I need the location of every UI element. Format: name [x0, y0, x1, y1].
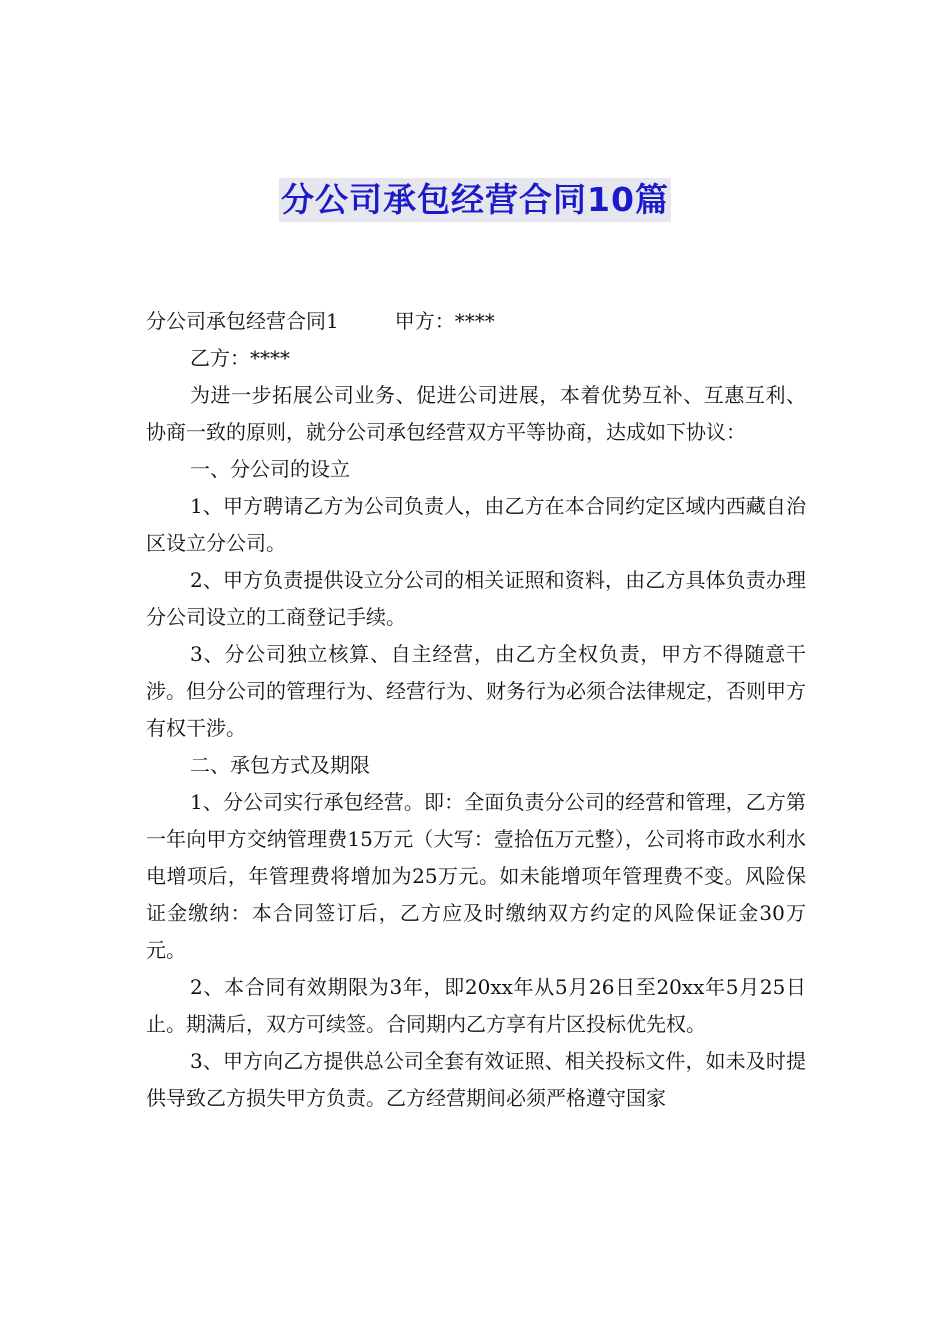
- document-body: [146, 303, 806, 1117]
- clause-paragraph: 3、分公司独立核算、自主经营，由乙方全权负责，甲方不得随意干涉。但分公司的管理行为、经营行为、财务行为必须合法律规定，否则甲方有权干涉。: [146, 642, 806, 740]
- contract-heading: 分公司承包经营合同1: [146, 309, 339, 333]
- clause-paragraph: 3、甲方向乙方提供总公司全套有效证照、相关投标文件，如未及时提供导致乙方损失甲方负责。乙方经营期间必须严格遵守国家: [146, 1049, 806, 1110]
- preamble-paragraph: 为进一步拓展公司业务、促进公司进展，本着优势互补、互惠互利、协商一致的原则，就分公司承包经营双方平等协商，达成如下协议：: [146, 383, 806, 444]
- section-heading: 一、分公司的设立: [190, 457, 350, 481]
- first-line: [146, 303, 806, 340]
- party-b: 乙方：****: [190, 346, 290, 370]
- clause-paragraph: 1、分公司实行承包经营。即：全面负责分公司的经营和管理，乙方第一年向甲方交纳管理费15万元（大写：壹拾伍万元整），公司将市政水利水电增项后，年管理费将增加为25万元。如未能增项年管理费不变。风险保证金缴纳：本合同签订后，乙方应及时缴纳双方约定的风险保证金30万元。: [146, 790, 806, 962]
- clause-paragraph: 2、本合同有效期限为3年，即20xx年从5月26日至20xx年5月25日止。期满后，双方可续签。合同期内乙方享有片区投标优先权。: [146, 975, 806, 1036]
- clause-paragraph: 2、甲方负责提供设立分公司的相关证照和资料，由乙方具体负责办理分公司设立的工商登记手续。: [146, 568, 806, 629]
- title-container: [0, 178, 950, 222]
- clause-paragraph: 1、甲方聘请乙方为公司负责人，由乙方在本合同约定区域内西藏自治区设立分公司。: [146, 494, 806, 555]
- document-title: 分公司承包经营合同10篇: [279, 178, 671, 222]
- party-a: 甲方：****: [394, 309, 495, 333]
- section-heading: 二、承包方式及期限: [190, 753, 370, 777]
